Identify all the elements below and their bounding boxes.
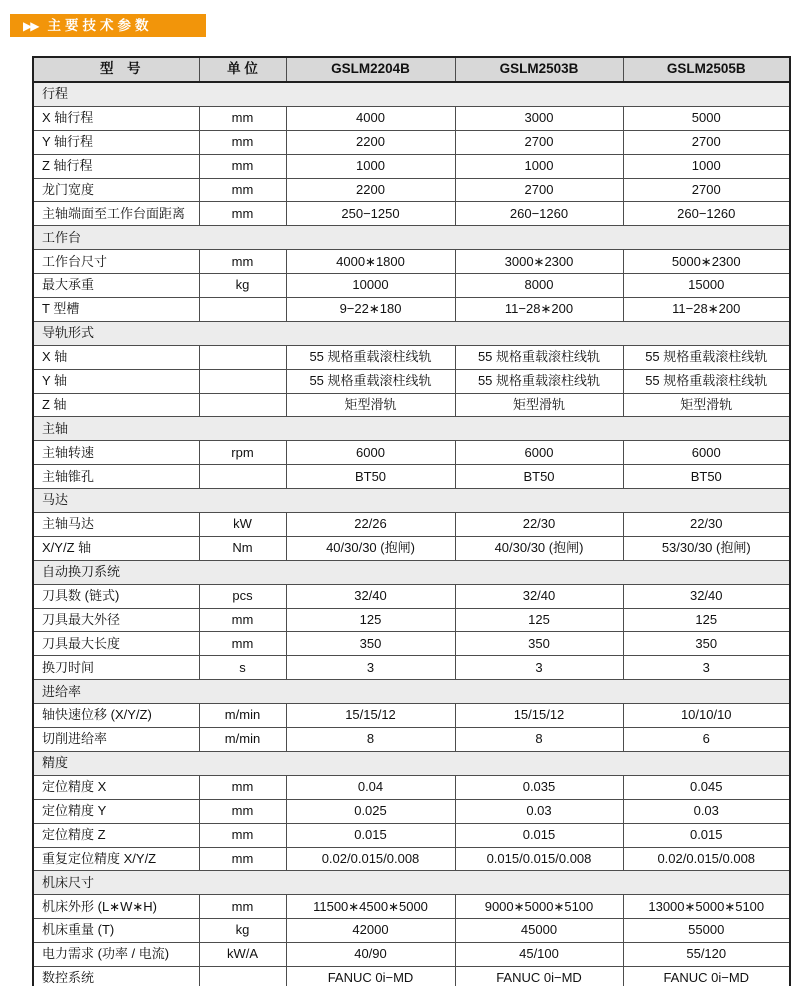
spec-label-cell: 换刀时间 [33, 656, 199, 680]
spec-table-body [33, 82, 790, 986]
spec-value-cell: 350 [286, 632, 455, 656]
spec-label-cell: 数控系统 [33, 966, 199, 986]
spec-value-cell: 40/30/30 (抱闸) [455, 536, 623, 560]
spec-row [33, 919, 790, 943]
spec-label-cell: 定位精度 Z [33, 823, 199, 847]
spec-row [33, 728, 790, 752]
spec-unit-cell: kW/A [199, 943, 286, 967]
spec-unit-cell: mm [199, 154, 286, 178]
spec-value-cell: 0.035 [455, 775, 623, 799]
spec-label-cell: 工作台尺寸 [33, 250, 199, 274]
spec-value-cell: 5000 [623, 106, 790, 130]
spec-unit-cell: mm [199, 823, 286, 847]
spec-row [33, 536, 790, 560]
spec-value-cell: 13000∗5000∗5100 [623, 895, 790, 919]
spec-value-cell: 55/120 [623, 943, 790, 967]
spec-value-cell: 55 规格重载滚柱线轨 [455, 369, 623, 393]
spec-row [33, 775, 790, 799]
spec-value-cell: 55 规格重载滚柱线轨 [455, 345, 623, 369]
spec-value-cell: BT50 [286, 465, 455, 489]
spec-row [33, 465, 790, 489]
spec-value-cell: 45000 [455, 919, 623, 943]
spec-unit-cell: mm [199, 250, 286, 274]
spec-value-cell: 6 [623, 728, 790, 752]
spec-value-cell: 10/10/10 [623, 704, 790, 728]
spec-row [33, 130, 790, 154]
spec-value-cell: 2200 [286, 130, 455, 154]
spec-row [33, 345, 790, 369]
spec-value-cell: FANUC 0i−MD [455, 966, 623, 986]
spec-label-cell: Z 轴行程 [33, 154, 199, 178]
spec-row [33, 274, 790, 298]
spec-value-cell: 22/30 [623, 513, 790, 537]
spec-value-cell: 0.03 [623, 799, 790, 823]
spec-value-cell: 2700 [623, 130, 790, 154]
spec-unit-cell [199, 393, 286, 417]
spec-value-cell: 0.03 [455, 799, 623, 823]
spec-section-row [33, 751, 790, 775]
header-unit-label: 单 位 [199, 57, 286, 82]
header-model-2: GSLM2503B [455, 57, 623, 82]
header-model-1: GSLM2204B [286, 57, 455, 82]
spec-value-cell: 11−28∗200 [623, 298, 790, 322]
spec-value-cell: 2200 [286, 178, 455, 202]
spec-value-cell: 8 [455, 728, 623, 752]
spec-label-cell: Y 轴 [33, 369, 199, 393]
spec-unit-cell: mm [199, 608, 286, 632]
spec-unit-cell: mm [199, 632, 286, 656]
section-title: 主轴 [33, 417, 790, 441]
spec-section-row [33, 489, 790, 513]
spec-value-cell: 0.02/0.015/0.008 [286, 847, 455, 871]
spec-value-cell: 32/40 [455, 584, 623, 608]
spec-unit-cell: mm [199, 895, 286, 919]
spec-value-cell: 0.045 [623, 775, 790, 799]
spec-label-cell: X 轴行程 [33, 106, 199, 130]
spec-row [33, 513, 790, 537]
spec-value-cell: FANUC 0i−MD [286, 966, 455, 986]
spec-row [33, 178, 790, 202]
spec-value-cell: FANUC 0i−MD [623, 966, 790, 986]
spec-row [33, 895, 790, 919]
spec-value-cell: 1000 [286, 154, 455, 178]
spec-value-cell: 250−1250 [286, 202, 455, 226]
spec-value-cell: 6000 [286, 441, 455, 465]
spec-row [33, 823, 790, 847]
spec-value-cell: 11−28∗200 [455, 298, 623, 322]
spec-value-cell: 42000 [286, 919, 455, 943]
spec-value-cell: BT50 [623, 465, 790, 489]
spec-row [33, 106, 790, 130]
spec-value-cell: 0.015 [455, 823, 623, 847]
spec-unit-cell: kg [199, 919, 286, 943]
spec-row [33, 393, 790, 417]
spec-unit-cell: kg [199, 274, 286, 298]
spec-value-cell: 0.015 [286, 823, 455, 847]
spec-value-cell: 2700 [455, 178, 623, 202]
spec-value-cell: 32/40 [286, 584, 455, 608]
spec-value-cell: 40/30/30 (抱闸) [286, 536, 455, 560]
spec-label-cell: 定位精度 X [33, 775, 199, 799]
spec-value-cell: 3000∗2300 [455, 250, 623, 274]
spec-section-row [33, 871, 790, 895]
spec-label-cell: 主轴端面至工作台面距离 [33, 202, 199, 226]
double-arrow-icon: ▶▶ [23, 18, 38, 33]
spec-value-cell: 3 [286, 656, 455, 680]
section-title: 马达 [33, 489, 790, 513]
spec-unit-cell [199, 966, 286, 986]
spec-value-cell: 6000 [623, 441, 790, 465]
spec-value-cell: 55 规格重载滚柱线轨 [623, 345, 790, 369]
spec-unit-cell [199, 345, 286, 369]
spec-label-cell: 切削进给率 [33, 728, 199, 752]
spec-row [33, 632, 790, 656]
spec-value-cell: 55 规格重载滚柱线轨 [286, 345, 455, 369]
spec-label-cell: Z 轴 [33, 393, 199, 417]
spec-value-cell: 350 [455, 632, 623, 656]
spec-value-cell: 40/90 [286, 943, 455, 967]
spec-value-cell: 55000 [623, 919, 790, 943]
spec-label-cell: 重复定位精度 X/Y/Z [33, 847, 199, 871]
spec-value-cell: 0.025 [286, 799, 455, 823]
spec-value-cell: 350 [623, 632, 790, 656]
spec-unit-cell: mm [199, 202, 286, 226]
spec-label-cell: 刀具最大长度 [33, 632, 199, 656]
spec-value-cell: 53/30/30 (抱闸) [623, 536, 790, 560]
spec-unit-cell [199, 298, 286, 322]
spec-value-cell: 6000 [455, 441, 623, 465]
spec-row [33, 608, 790, 632]
spec-unit-cell: m/min [199, 728, 286, 752]
spec-value-cell: BT50 [455, 465, 623, 489]
spec-value-cell: 3 [455, 656, 623, 680]
spec-value-cell: 1000 [623, 154, 790, 178]
spec-unit-cell: kW [199, 513, 286, 537]
spec-label-cell: 刀具最大外径 [33, 608, 199, 632]
spec-value-cell: 3 [623, 656, 790, 680]
spec-value-cell: 矩型滑轨 [286, 393, 455, 417]
spec-row [33, 799, 790, 823]
spec-value-cell: 260−1260 [455, 202, 623, 226]
spec-value-cell: 125 [455, 608, 623, 632]
spec-unit-cell: mm [199, 799, 286, 823]
spec-value-cell: 4000 [286, 106, 455, 130]
spec-label-cell: 龙门宽度 [33, 178, 199, 202]
spec-value-cell: 15/15/12 [455, 704, 623, 728]
spec-value-cell: 3000 [455, 106, 623, 130]
spec-row [33, 441, 790, 465]
spec-label-cell: 定位精度 Y [33, 799, 199, 823]
spec-value-cell: 55 规格重载滚柱线轨 [623, 369, 790, 393]
spec-value-cell: 55 规格重载滚柱线轨 [286, 369, 455, 393]
spec-label-cell: 电力需求 (功率 / 电流) [33, 943, 199, 967]
spec-label-cell: 主轴转速 [33, 441, 199, 465]
spec-row [33, 847, 790, 871]
header-model-label: 型 号 [33, 57, 199, 82]
spec-section-row [33, 226, 790, 250]
spec-unit-cell [199, 369, 286, 393]
spec-value-cell: 矩型滑轨 [623, 393, 790, 417]
spec-unit-cell: s [199, 656, 286, 680]
spec-value-cell: 8000 [455, 274, 623, 298]
spec-row [33, 202, 790, 226]
spec-value-cell: 260−1260 [623, 202, 790, 226]
spec-value-cell: 2700 [623, 178, 790, 202]
spec-value-cell: 125 [623, 608, 790, 632]
spec-value-cell: 9−22∗180 [286, 298, 455, 322]
spec-label-cell: 最大承重 [33, 274, 199, 298]
spec-section-row [33, 680, 790, 704]
spec-section-row [33, 560, 790, 584]
spec-row [33, 656, 790, 680]
banner-title: 主要技术参数 [47, 17, 153, 33]
spec-value-cell: 15000 [623, 274, 790, 298]
spec-row [33, 298, 790, 322]
spec-label-cell: 主轴马达 [33, 513, 199, 537]
spec-unit-cell: mm [199, 775, 286, 799]
spec-value-cell: 0.015 [623, 823, 790, 847]
header-model-3: GSLM2505B [623, 57, 790, 82]
section-banner [10, 14, 206, 37]
spec-unit-cell: rpm [199, 441, 286, 465]
spec-value-cell: 0.04 [286, 775, 455, 799]
section-title: 工作台 [33, 226, 790, 250]
spec-row [33, 943, 790, 967]
section-title: 导轨形式 [33, 321, 790, 345]
spec-row [33, 250, 790, 274]
spec-value-cell: 0.02/0.015/0.008 [623, 847, 790, 871]
spec-row [33, 966, 790, 986]
spec-label-cell: 主轴锥孔 [33, 465, 199, 489]
spec-label-cell: 机床外形 (L∗W∗H) [33, 895, 199, 919]
spec-unit-cell: mm [199, 130, 286, 154]
spec-row [33, 154, 790, 178]
spec-value-cell: 矩型滑轨 [455, 393, 623, 417]
spec-value-cell: 9000∗5000∗5100 [455, 895, 623, 919]
section-title: 行程 [33, 82, 790, 106]
spec-unit-cell: Nm [199, 536, 286, 560]
spec-unit-cell [199, 465, 286, 489]
spec-label-cell: X/Y/Z 轴 [33, 536, 199, 560]
spec-section-row [33, 321, 790, 345]
section-title: 机床尺寸 [33, 871, 790, 895]
spec-unit-cell: mm [199, 106, 286, 130]
spec-unit-cell: pcs [199, 584, 286, 608]
section-title: 自动换刀系统 [33, 560, 790, 584]
spec-label-cell: T 型槽 [33, 298, 199, 322]
spec-row [33, 704, 790, 728]
spec-value-cell: 2700 [455, 130, 623, 154]
spec-label-cell: Y 轴行程 [33, 130, 199, 154]
spec-unit-cell: m/min [199, 704, 286, 728]
spec-label-cell: 轴快速位移 (X/Y/Z) [33, 704, 199, 728]
section-title: 进给率 [33, 680, 790, 704]
spec-row [33, 584, 790, 608]
spec-label-cell: X 轴 [33, 345, 199, 369]
spec-value-cell: 1000 [455, 154, 623, 178]
spec-value-cell: 22/26 [286, 513, 455, 537]
spec-label-cell: 刀具数 (链式) [33, 584, 199, 608]
spec-value-cell: 15/15/12 [286, 704, 455, 728]
spec-value-cell: 22/30 [455, 513, 623, 537]
spec-value-cell: 10000 [286, 274, 455, 298]
section-title: 精度 [33, 751, 790, 775]
spec-section-row [33, 82, 790, 106]
spec-value-cell: 4000∗1800 [286, 250, 455, 274]
spec-row [33, 369, 790, 393]
spec-table-header [33, 57, 790, 82]
spec-unit-cell: mm [199, 178, 286, 202]
spec-value-cell: 32/40 [623, 584, 790, 608]
spec-value-cell: 125 [286, 608, 455, 632]
spec-section-row [33, 417, 790, 441]
spec-value-cell: 11500∗4500∗5000 [286, 895, 455, 919]
header-row [33, 57, 790, 82]
spec-value-cell: 8 [286, 728, 455, 752]
spec-value-cell: 0.015/0.015/0.008 [455, 847, 623, 871]
spec-unit-cell: mm [199, 847, 286, 871]
spec-value-cell: 5000∗2300 [623, 250, 790, 274]
spec-table [32, 56, 791, 986]
spec-label-cell: 机床重量 (T) [33, 919, 199, 943]
spec-value-cell: 45/100 [455, 943, 623, 967]
